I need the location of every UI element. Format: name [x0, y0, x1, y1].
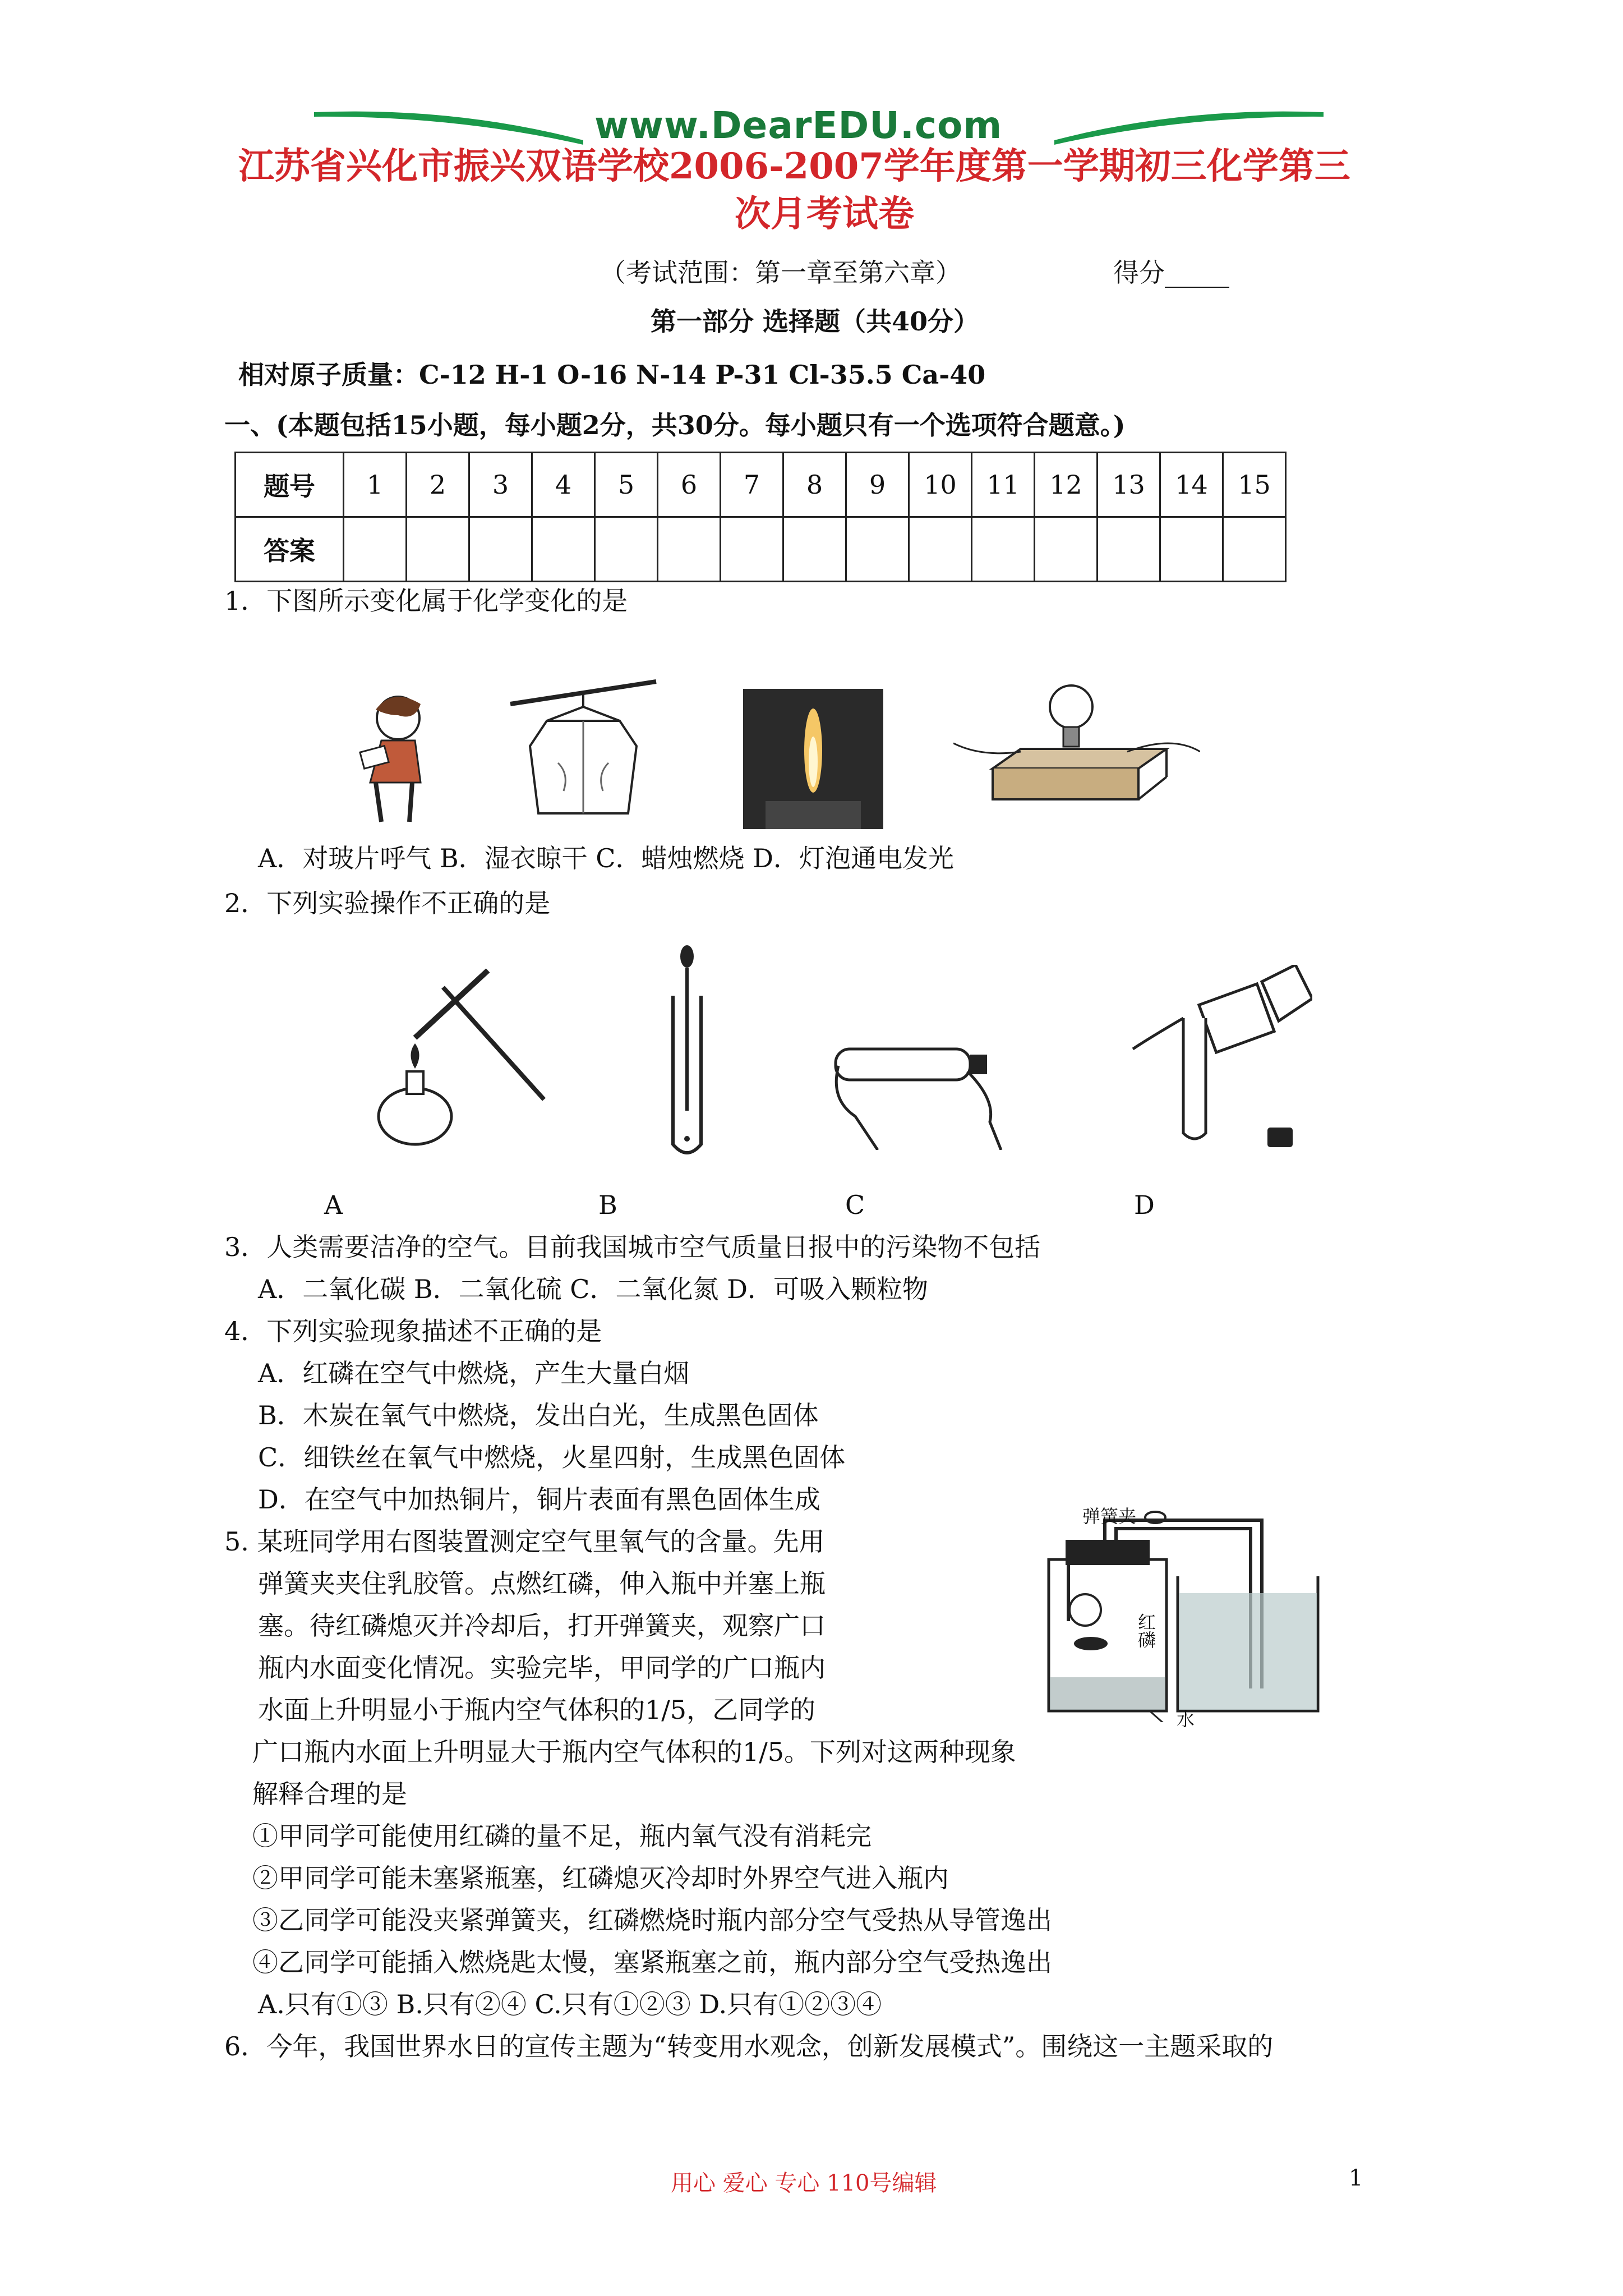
- question-5-line: 弹簧夹夹住乳胶管。点燃红磷，伸入瓶中并塞上瓶: [258, 1568, 826, 1599]
- wet-clothes-image: [508, 679, 659, 819]
- answer-cell[interactable]: [1160, 517, 1223, 582]
- heating-test-tube-image: [376, 965, 555, 1167]
- question-4-option-d: D．在空气中加热铜片，铜片表面有黑色固体生成: [258, 1484, 820, 1515]
- answer-cell[interactable]: [846, 517, 909, 582]
- question-5-line: 瓶内水面变化情况。实验完毕，甲同学的广口瓶内: [258, 1653, 826, 1683]
- table-cell: 10: [909, 453, 972, 517]
- table-cell: 13: [1098, 453, 1160, 517]
- statement-1: ①甲同学可能使用红磷的量不足，瓶内氧气没有消耗完: [252, 1821, 872, 1851]
- question-5-line: 解释合理的是: [252, 1779, 407, 1809]
- question-2-stem: 2．下列实验操作不正确的是: [224, 888, 551, 918]
- document-title-line1: 江苏省兴化市振兴双语学校2006-2007学年度第一学期初三化学第三: [238, 145, 1350, 187]
- question-4-option-b: B．木炭在氧气中燃烧，发出白光，生成黑色固体: [258, 1400, 819, 1430]
- answer-table: [234, 452, 1287, 582]
- burning-candle-image: [743, 689, 883, 829]
- phosphorus-label: 红磷: [1135, 1613, 1156, 1649]
- question-1-stem: 1．下图所示变化属于化学变化的是: [224, 586, 628, 616]
- question-5-line: 塞。待红磷熄灭并冷却后，打开弹簧夹，观察广口: [258, 1611, 826, 1641]
- light-bulb-circuit-image: [953, 673, 1200, 813]
- answer-cell[interactable]: [658, 517, 721, 582]
- table-header-cell: 答案: [236, 517, 344, 582]
- table-header-cell: 题号: [236, 453, 344, 517]
- figure-label-d: D: [1134, 1190, 1155, 1220]
- answer-cell[interactable]: [407, 517, 469, 582]
- figure-label-b: B: [598, 1190, 617, 1220]
- table-cell: 11: [972, 453, 1035, 517]
- clamp-label: 弹簧夹: [1082, 1506, 1137, 1527]
- question-4-option-a: A．红磷在空气中燃烧，产生大量白烟: [258, 1358, 690, 1388]
- table-cell: 5: [595, 453, 658, 517]
- test-tube-dropper-image: [665, 942, 709, 1161]
- question-3-stem: 3．人类需要洁净的空气。目前我国城市空气质量日报中的污染物不包括: [224, 1232, 1041, 1262]
- question-6-stem: 6．今年，我国世界水日的宣传主题为“转变用水观念，创新发展模式”。围绕这一主题采取的: [224, 2031, 1274, 2062]
- table-cell: 8: [783, 453, 846, 517]
- table-cell: 15: [1223, 453, 1286, 517]
- table-cell: 9: [846, 453, 909, 517]
- table-cell: 6: [658, 453, 721, 517]
- answer-cell[interactable]: [1035, 517, 1098, 582]
- footer-text: 用心 爱心 专心 110号编辑: [671, 2170, 937, 2196]
- answer-cell[interactable]: [783, 517, 846, 582]
- table-cell: 4: [532, 453, 595, 517]
- shaking-test-tube-image: [827, 1032, 1018, 1150]
- answer-cell[interactable]: [721, 517, 783, 582]
- answer-cell[interactable]: [595, 517, 658, 582]
- pouring-liquid-image: [1127, 965, 1312, 1150]
- table-cell: 1: [344, 453, 407, 517]
- answer-cell[interactable]: [344, 517, 407, 582]
- question-5-line: 广口瓶内水面上升明显大于瓶内空气体积的1/5。下列对这两种现象: [252, 1737, 1017, 1767]
- section-heading: 一、(本题包括15小题，每小题2分，共30分。每小题只有一个选项符合题意。): [224, 410, 1126, 440]
- page-number: 1: [1349, 2165, 1363, 2191]
- water-label: 水: [1177, 1709, 1195, 1730]
- table-cell: 3: [469, 453, 532, 517]
- table-row: [236, 453, 1286, 517]
- answer-cell[interactable]: [532, 517, 595, 582]
- figure-label-c: C: [845, 1190, 865, 1220]
- answer-cell[interactable]: [972, 517, 1035, 582]
- question-5-line: 水面上升明显小于瓶内空气体积的1/5，乙同学的: [258, 1695, 816, 1725]
- score-field: 得分_____: [1113, 257, 1229, 288]
- exam-scope: （考试范围：第一章至第六章）: [600, 257, 961, 288]
- answer-cell[interactable]: [469, 517, 532, 582]
- part-heading: 第一部分 选择题（共40分）: [651, 306, 980, 337]
- table-cell: 2: [407, 453, 469, 517]
- question-4-stem: 4．下列实验现象描述不正确的是: [224, 1316, 602, 1346]
- statement-4: ④乙同学可能插入燃烧匙太慢，塞紧瓶塞之前，瓶内部分空气受热逸出: [252, 1947, 1052, 1977]
- site-logo: www.DearEDU.com: [594, 104, 1003, 147]
- table-row: [236, 517, 1286, 582]
- question-3-options: A．二氧化碳 B．二氧化硫 C．二氧化氮 D．可吸入颗粒物: [258, 1274, 928, 1304]
- statement-2: ②甲同学可能未塞紧瓶塞，红磷熄灭冷却时外界空气进入瓶内: [252, 1863, 949, 1893]
- figure-label-a: A: [324, 1190, 343, 1220]
- answer-cell[interactable]: [909, 517, 972, 582]
- answer-cell[interactable]: [1098, 517, 1160, 582]
- answer-cell[interactable]: [1223, 517, 1286, 582]
- oxygen-experiment-apparatus-image: [1021, 1509, 1335, 1722]
- atomic-masses: 相对原子质量：C-12 H-1 O-16 N-14 P-31 Cl-35.5 Ca-40: [238, 360, 986, 390]
- girl-breathing-image: [359, 687, 432, 827]
- question-4-option-c: C．细铁丝在氧气中燃烧，火星四射，生成黑色固体: [258, 1442, 846, 1473]
- statement-3: ③乙同学可能没夹紧弹簧夹，红磷燃烧时瓶内部分空气受热从导管逸出: [252, 1905, 1052, 1935]
- question-1-options: A．对玻片呼气 B．湿衣晾干 C．蜡烛燃烧 D．灯泡通电发光: [258, 843, 954, 873]
- table-cell: 12: [1035, 453, 1098, 517]
- table-cell: 14: [1160, 453, 1223, 517]
- document-title-line2: 次月考试卷: [735, 193, 914, 235]
- question-5-options: A.只有①③ B.只有②④ C.只有①②③ D.只有①②③④: [258, 1989, 882, 2019]
- table-cell: 7: [721, 453, 783, 517]
- question-5-line: 5. 某班同学用右图装置测定空气里氧气的含量。先用: [224, 1526, 825, 1557]
